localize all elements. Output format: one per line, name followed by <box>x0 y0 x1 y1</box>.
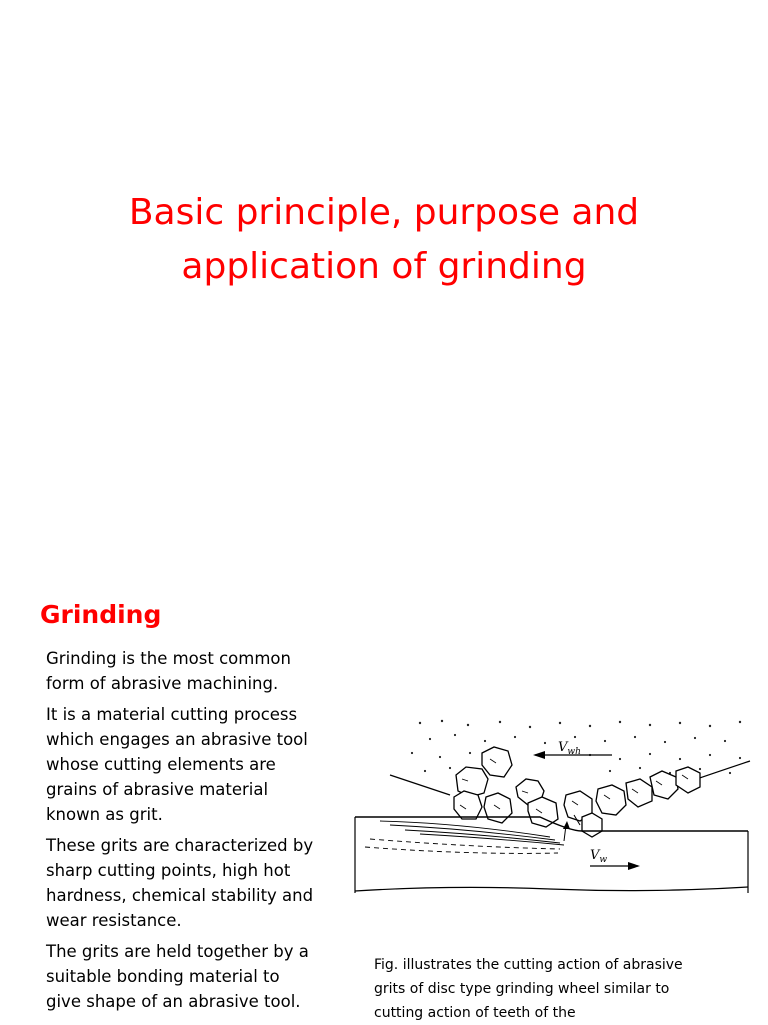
slide-heading: Grinding <box>40 600 162 629</box>
bullet-item: The grits are held together by a suitable bonding material to give shape of an abrasive tool. <box>46 942 309 1011</box>
bullet-item: It is a material cutting process which engages an abrasive tool whose cutting elements are grains of abrasive material known as grit. <box>46 705 308 824</box>
work-velocity-label: $V_w$ <box>590 848 608 865</box>
abrasive-grits <box>454 747 700 837</box>
grinding-diagram <box>350 713 755 893</box>
figure-caption: Fig. illustrates the cutting action of abrasive grits of disc type grinding wheel similar to cutting action of teeth of the <box>374 957 683 1021</box>
bullet-item: Grinding is the most common form of abrasive machining. <box>46 649 291 693</box>
wheel-velocity-label: $V_{wh}$ <box>558 740 581 757</box>
bullet-list <box>46 646 318 1020</box>
bullet-item: These grits are characterized by sharp cutting points, high hot hardness, chemical stability and wear resistance. <box>46 836 314 930</box>
grinding-slide <box>0 576 768 1024</box>
slide-title: Basic principle, purpose and application of grinding <box>128 192 640 287</box>
